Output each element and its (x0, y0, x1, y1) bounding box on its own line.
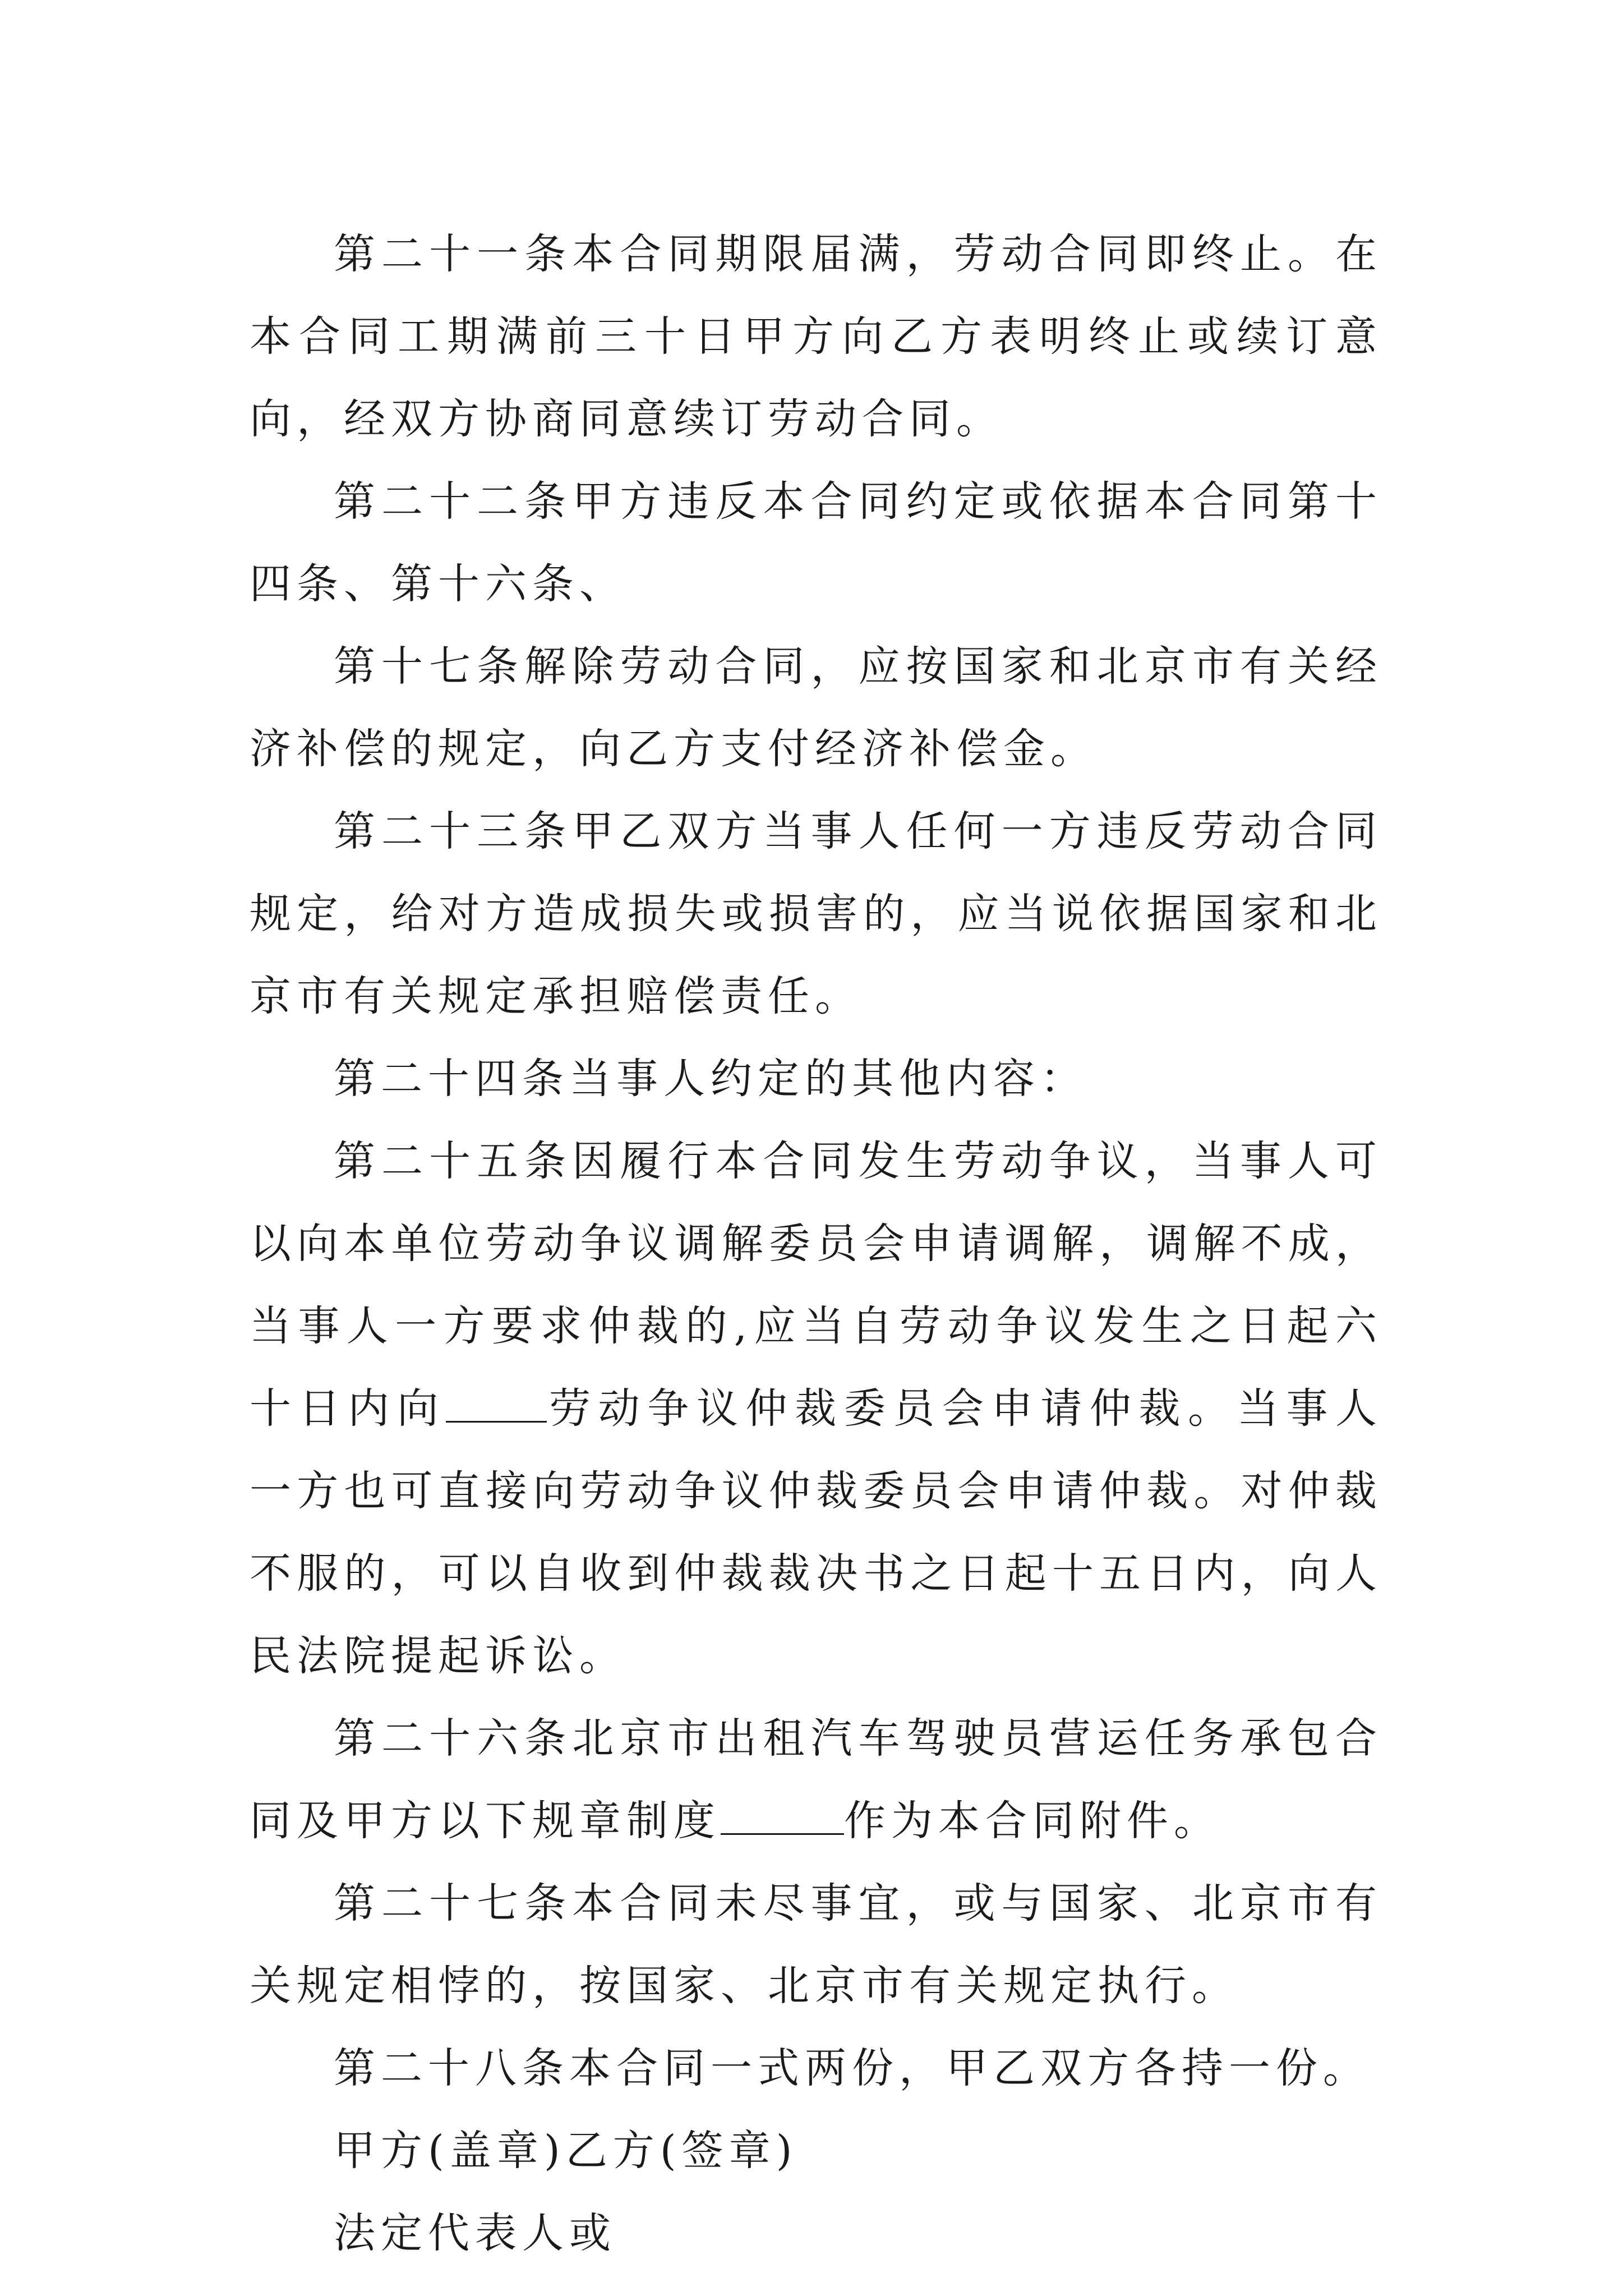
article-25-text-after: 劳动争议仲裁委员会申请仲裁。当事人一方也可直接向劳动争议仲裁委员会申请仲裁。对仲裁不服的，可以自收到仲裁裁决书之日起十五日内，向人民法院提起诉讼。 (250, 1384, 1383, 1680)
article-17-continuation: 第十七条解除劳动合同，应按国家和北京市有关经济补偿的规定，向乙方支付经济补偿金。 (250, 642, 1382, 773)
article-22: 第二十二条甲方违反本合同约定或依据本合同第十四条、第十六条、 (250, 477, 1382, 608)
article-25 (250, 1120, 1382, 1697)
article-25-text-before: 第二十五条因履行本合同发生劳动争议，当事人可以向本单位劳动争议调解委员会申请调解，调解不成，当事人一方要求仲裁的,应当自劳动争议发生之日起六十日内向 (250, 1137, 1382, 1433)
article-26-text-before: 第二十六条北京市出租汽车驾驶员营运任务承包合同及甲方以下规章制度 (250, 1714, 1382, 1845)
legal-representative: 法定代表人或 (334, 2209, 616, 2257)
signature-parties: 甲方(盖章)乙方(签章) (334, 2127, 798, 2175)
article-21: 第二十一条本合同期限届满，劳动合同即终止。在本合同工期满前三十日甲方向乙方表明终止或续订意向，经双方协商同意续订劳动合同。 (250, 230, 1382, 443)
article-23: 第二十三条甲乙双方当事人任何一方违反劳动合同规定，给对方造成损失或损害的，应当说依据国家和北京市有关规定承担赔偿责任。 (250, 807, 1382, 1020)
article-26 (250, 1697, 1382, 1862)
document-body (250, 213, 1382, 2275)
arbitration-committee-blank (446, 1379, 547, 1423)
article-24: 第二十四条当事人约定的其他内容： (334, 1055, 1087, 1103)
article-27: 第二十七条本合同未尽事宜，或与国家、北京市有关规定相悖的，按国家、北京市有关规定执行。 (250, 1879, 1382, 2010)
article-26-text-after: 作为本合同附件。 (844, 1797, 1221, 1845)
regulations-blank (721, 1792, 844, 1835)
article-28: 第二十八条本合同一式两份，甲乙双方各持一份。 (334, 2044, 1370, 2092)
